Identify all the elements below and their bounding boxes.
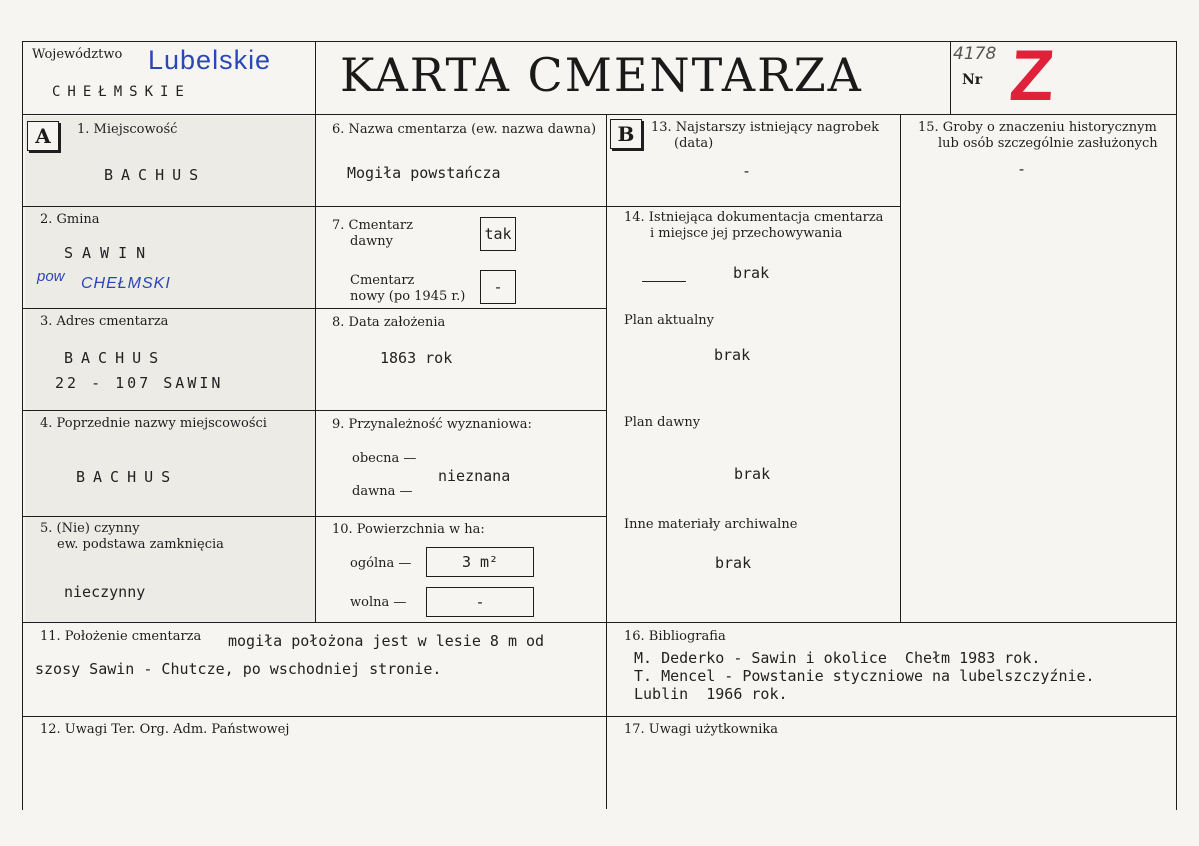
f14-label-line2: i miejsce jej przechowywania bbox=[650, 226, 843, 241]
f5-value: nieczynny bbox=[64, 583, 146, 601]
f7-label2-line2: nowy (po 1945 r.) bbox=[350, 289, 466, 304]
row-line bbox=[22, 206, 315, 207]
f14-label-line1: 14. Istniejąca dokumentacja cmentarza bbox=[624, 210, 884, 225]
f7-label1-line2: dawny bbox=[350, 234, 393, 249]
f1-label: 1. Miejscowość bbox=[77, 122, 178, 137]
row-line bbox=[315, 308, 606, 309]
header-bottom-line bbox=[22, 114, 1177, 115]
row-line bbox=[315, 410, 606, 411]
f5-label-line2: ew. podstawa zamknięcia bbox=[57, 537, 224, 552]
f9-obecna: obecna — bbox=[352, 451, 417, 466]
f10-label: 10. Powierzchnia w ha: bbox=[332, 522, 485, 537]
f10-ogolna-box: 3 m² bbox=[426, 547, 534, 577]
f13-value: - bbox=[742, 162, 752, 180]
f4-label: 4. Poprzednie nazwy miejscowości bbox=[40, 416, 267, 431]
row-line bbox=[22, 622, 1177, 623]
f15-label-line2: lub osób szczególnie zasłużonych bbox=[938, 136, 1158, 151]
f16-line1: M. Dederko - Sawin i okolice Chełm 1983 rok. bbox=[634, 649, 1041, 667]
frame-right bbox=[1176, 41, 1177, 810]
f5-label-line1: 5. (Nie) czynny bbox=[40, 521, 140, 536]
row-line bbox=[22, 516, 315, 517]
f11-line1: mogiła położona jest w lesie 8 m od bbox=[228, 632, 545, 650]
header-divider-2 bbox=[950, 41, 951, 114]
f13-label-line2: (data) bbox=[674, 136, 714, 151]
section-a-badge: A bbox=[27, 121, 59, 151]
f11-label: 11. Położenie cmentarza bbox=[40, 629, 202, 644]
f12-label: 12. Uwagi Ter. Org. Adm. Państwowej bbox=[40, 722, 290, 737]
f14-value1: brak bbox=[733, 264, 770, 282]
row-line bbox=[22, 308, 315, 309]
f16-label: 16. Bibliografia bbox=[624, 629, 726, 644]
row-line bbox=[22, 410, 315, 411]
f16-line3: Lublin 1966 rok. bbox=[634, 685, 788, 703]
row-line bbox=[315, 206, 606, 207]
f2-value: SAWIN bbox=[64, 244, 155, 262]
wojewodztwo-typed: CHEŁMSKIE bbox=[52, 84, 191, 100]
row-line bbox=[315, 516, 606, 517]
section-b-badge: B bbox=[610, 119, 642, 149]
f7-label2-line1: Cmentarz bbox=[350, 273, 415, 288]
col-divider-b bbox=[606, 114, 607, 809]
f14-inne-label: Inne materiały archiwalne bbox=[624, 517, 798, 532]
f9-dawna: dawna — bbox=[352, 484, 413, 499]
wojewodztwo-stamp: Lubelskie bbox=[148, 45, 272, 75]
f15-label-line1: 15. Groby o znaczeniu historycznym bbox=[918, 120, 1157, 135]
header-divider-1 bbox=[315, 41, 316, 114]
page-title: KARTA CMENTARZA bbox=[340, 48, 863, 102]
f13-label-line1: 13. Najstarszy istniejący nagrobek bbox=[651, 120, 880, 135]
f7-box-dawny: tak bbox=[480, 217, 516, 251]
frame-left bbox=[22, 41, 23, 810]
f10-wolna-box: - bbox=[426, 587, 534, 617]
f14-plan-dawny-label: Plan dawny bbox=[624, 415, 701, 430]
f3-line1: BACHUS bbox=[64, 349, 167, 367]
col-divider-a bbox=[315, 114, 316, 622]
f10-ogolna-label: ogólna — bbox=[350, 556, 412, 571]
f9-label: 9. Przynależność wyznaniowa: bbox=[332, 417, 532, 432]
f11-line2: szosy Sawin - Chutcze, po wschodniej stronie. bbox=[35, 660, 442, 678]
f17-label: 17. Uwagi użytkownika bbox=[624, 722, 779, 737]
f16-line2: T. Mencel - Powstanie styczniowe na lubelszczyźnie. bbox=[634, 667, 1095, 685]
f14-plan-aktualny-label: Plan aktualny bbox=[624, 313, 715, 328]
row-line bbox=[22, 716, 1177, 717]
nr-red-mark: Z bbox=[1007, 36, 1057, 116]
f8-value: 1863 rok bbox=[380, 349, 453, 367]
f1-value: BACHUS bbox=[104, 166, 207, 184]
f14-inne-value: brak bbox=[715, 554, 752, 572]
f9-value: nieznana bbox=[438, 467, 511, 485]
col-divider-c bbox=[900, 114, 901, 622]
f3-line2: 22 - 107 SAWIN bbox=[55, 374, 224, 392]
nr-label: Nr bbox=[962, 72, 983, 88]
f15-value: - bbox=[1017, 160, 1027, 178]
f4-value: BACHUS bbox=[76, 468, 179, 486]
wojewodztwo-label: Województwo bbox=[32, 47, 123, 62]
f2-handwritten-prefix: pow bbox=[37, 268, 65, 285]
f2-handwritten-value: CHEŁMSKI bbox=[81, 275, 171, 292]
f10-wolna-label: wolna — bbox=[350, 595, 407, 610]
f8-label: 8. Data założenia bbox=[332, 315, 446, 330]
f14-dash-line bbox=[642, 281, 686, 282]
f14-plan-aktualny-value: brak bbox=[714, 346, 751, 364]
f2-label: 2. Gmina bbox=[40, 212, 100, 227]
f7-box-nowy: - bbox=[480, 270, 516, 304]
nr-handwritten: 4178 bbox=[953, 44, 997, 64]
row-line bbox=[606, 206, 900, 207]
f6-value: Mogiła powstańcza bbox=[347, 164, 501, 182]
f14-plan-dawny-value: brak bbox=[734, 465, 771, 483]
f3-label: 3. Adres cmentarza bbox=[40, 314, 169, 329]
f6-label: 6. Nazwa cmentarza (ew. nazwa dawna) bbox=[332, 122, 597, 137]
f7-label1-line1: 7. Cmentarz bbox=[332, 218, 413, 233]
frame-top bbox=[22, 41, 1177, 42]
